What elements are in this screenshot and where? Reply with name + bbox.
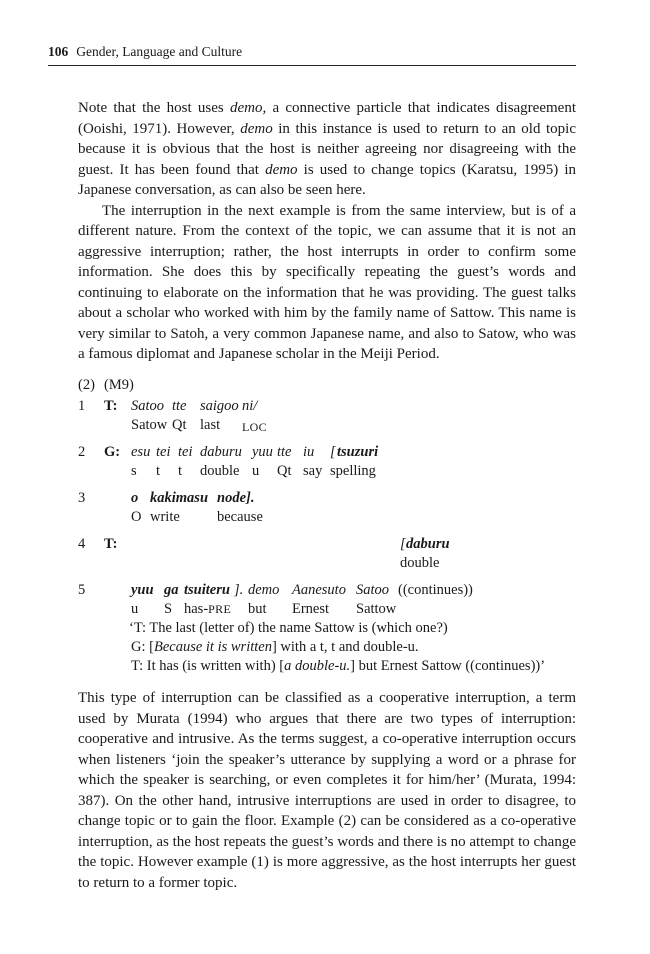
speaker-label: T: [104,398,118,414]
gloss-word: S [164,601,173,617]
gloss-word: Sattow [356,601,397,617]
gloss-word: Ernest [292,601,330,617]
running-header [48,43,576,66]
running-title: Gender, Language and Culture [76,44,243,59]
jp-word: Satoo [356,582,390,598]
gloss-word: s [131,463,137,479]
line-number: 5 [78,582,86,598]
gloss-word: has-PRE [184,601,232,617]
jp-word: tte [172,398,187,414]
jp-word: Aanesuto [292,582,346,598]
example-number: (2) [78,377,95,393]
jp-word: ((continues)) [398,582,473,598]
line-number: 1 [78,398,86,414]
jp-word: tte [277,444,292,460]
page-number: 106 [48,44,69,59]
line-number: 4 [78,536,86,552]
body-text-bottom [78,688,576,893]
bracket: [ [330,444,336,460]
jp-word: esu [131,444,151,460]
gloss-word: Satow [131,417,168,433]
jp-word: tsuzuri [337,444,379,460]
gloss-word: u [131,601,139,617]
gloss-word: O [131,509,142,525]
gloss-word: u [252,463,260,479]
jp-word: Satoo [131,398,165,414]
speaker-label: G: [104,444,121,460]
gloss-word: spelling [330,463,376,479]
jp-word: tei [178,444,193,460]
jp-word: ni/ [242,398,258,414]
bracket: ]. [234,582,244,598]
jp-word: tsuiteru [184,582,230,598]
example-code: (M9) [104,377,134,393]
jp-word: kakimasu [150,490,209,506]
translation-line: G: [Because it is written] with a t, t and double-u. [131,639,419,655]
jp-word: o [131,490,139,506]
jp-word: node]. [217,490,255,506]
gloss-word: double [400,555,440,571]
jp-word: ga [164,582,179,598]
jp-word: daburu [200,444,242,460]
gloss-word: t [156,463,161,479]
jp-word: yuu [252,444,273,460]
body-text-top [78,98,576,365]
jp-word: tei [156,444,171,460]
gloss-word: write [150,509,180,525]
jp-word: saigoo [200,398,239,414]
line-number: 3 [78,490,86,506]
gloss-word: Qt [172,417,187,433]
translation-line: T: It has (is written with) [a double-u.] but Ernest Sattow ((continues))’ [131,658,546,674]
gloss-word: double [200,463,240,479]
gloss-word: but [248,601,267,617]
line-number: 2 [78,444,86,460]
paragraph-demo: Note that the host uses demo, a connective particle that indicates disagreement (Ooishi, 1971). However, demo in this instance is used to return to an old topic because it is obvious that the host is neither agreeing nor disagreeing with the guest. It has been found that demo is used to change topics (Karatsu, 1995) in Japanese conversation, as can also be seen here. [78,100,576,198]
jp-word: iu [303,444,315,460]
gloss-word: because [217,509,263,525]
paragraph-cooperative: This type of interruption can be classified as a cooperative interruption, a term used by Murata (1994) who argues that there are two types of interruption: cooperative and intrusive. As the terms suggest, a co-operative interruption occurs when listeners ‘join the speaker’s utterance by supplying a word or a phrase for which the speaker is searching, or even completes it for him/her’ (Murata, 1994: 387). On the other hand, intrusive interruptions are used in order to disagree, to change topic or to gain the floor. Example (2) can be considered as a co-operative interruption, as the host repeats the guest’s words and there is no attempt to change the topic. However example (1) is more aggressive, as the host interrupts her guest to return to a former topic. [78,690,576,891]
jp-word: demo [248,582,280,598]
example-transcript [78,376,578,676]
jp-word: yuu [131,582,154,598]
paragraph-interruption: The interruption in the next example is from the same interview, but is of a different nature. From the context of the topic, we can assume that it is not an aggressive interruption; rather, the host interrupts in order to confirm some information. She does this by specifically repeating the guest’s words and continuing to elaborate on the information that he was providing. The guest talks about a scholar who worked with him by the family name of Sattow. This name is very similar to Satoh, a very common Japanese name, and also to Satow, who was a famous diplomat and Japanese scholar in the Meiji Period. [78,202,576,362]
gloss-word: say [303,463,323,479]
translation-line: ‘T: The last (letter of) the name Sattow is (which one?) [129,620,448,636]
gloss-word: t [178,463,183,479]
speaker-label: T: [104,536,118,552]
bracket: [ [400,536,406,552]
gloss-word: LOC [242,420,267,434]
jp-word: daburu [406,536,450,552]
gloss-word: last [200,417,221,433]
gloss-word: Qt [277,463,292,479]
